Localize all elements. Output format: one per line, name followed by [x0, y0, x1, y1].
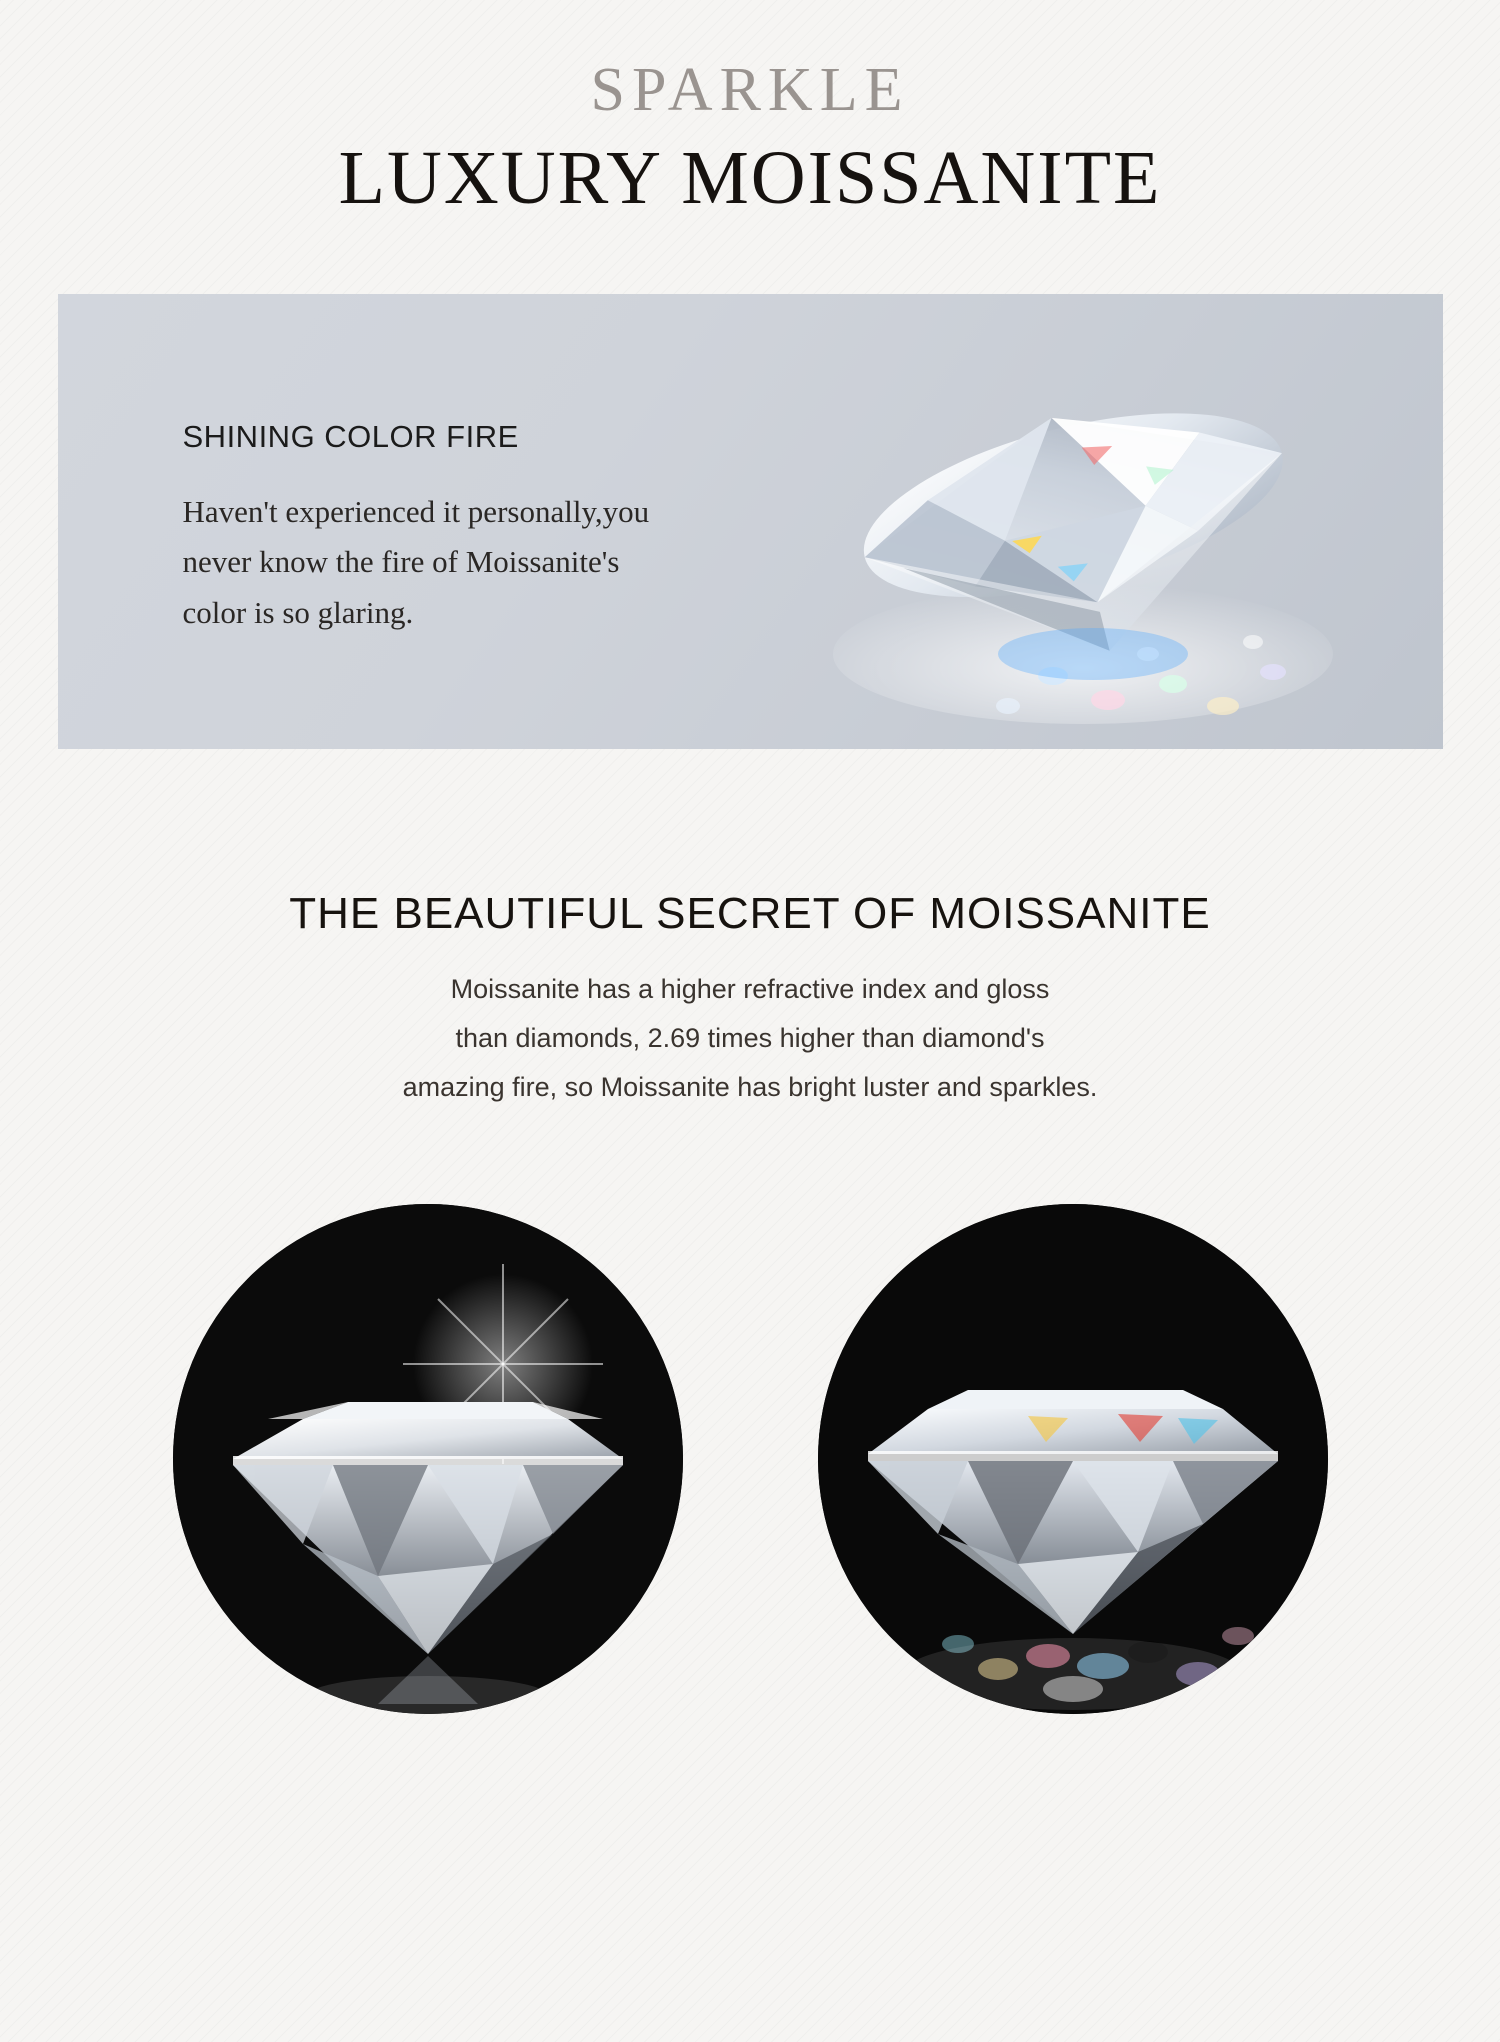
- header-eyebrow: SPARKLE: [590, 56, 910, 124]
- page-header: [0, 0, 1500, 226]
- secret-section: [0, 889, 1500, 1112]
- moissanite-dispersion-illustration: [818, 1204, 1328, 1714]
- hero-body-line: never know the fire of Moissanite's: [182, 544, 620, 580]
- gem-photo-left: [173, 1204, 683, 1714]
- hero-body: [183, 487, 803, 638]
- secret-body-line: Moissanite has a higher refractive index and gloss: [450, 974, 1050, 1005]
- page-title: LUXURY MOISSANITE: [338, 136, 1162, 221]
- gem-gallery: [0, 1204, 1500, 1714]
- hero-body-line: Haven't experienced it personally,you: [182, 494, 650, 530]
- secret-body-line: than diamonds, 2.69 times higher than diamond's: [455, 1023, 1045, 1054]
- hero-heading: SHINING COLOR FIRE: [182, 419, 519, 455]
- secret-body: [0, 965, 1500, 1112]
- moissanite-gem-illustration: [753, 354, 1413, 749]
- hero-banner: [58, 294, 1443, 749]
- secret-body-line: amazing fire, so Moissanite has bright luster and sparkles.: [402, 1072, 1098, 1103]
- hero-text-block: [183, 419, 823, 638]
- hero-body-line: color is so glaring.: [182, 594, 414, 630]
- secret-title: THE BEAUTIFUL SECRET OF MOISSANITE: [289, 889, 1211, 939]
- diamond-side-view-illustration: [173, 1204, 683, 1714]
- gem-photo-right: [818, 1204, 1328, 1714]
